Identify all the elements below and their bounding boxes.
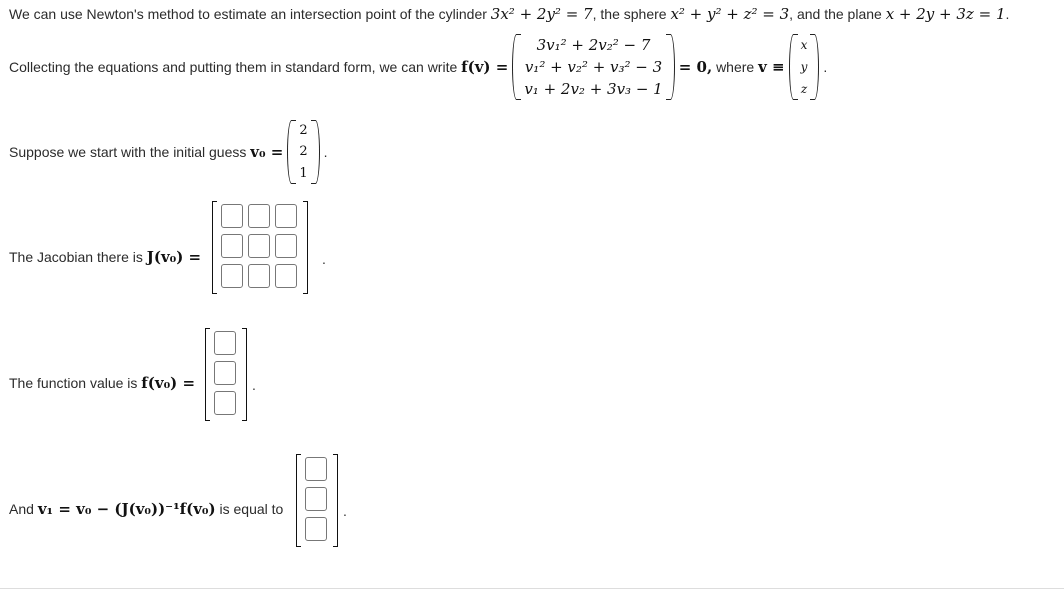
function-value-vector bbox=[205, 328, 247, 421]
v0-value-3: 1 bbox=[299, 165, 308, 181]
update-line bbox=[9, 500, 283, 518]
intro-text-a: We can use Newton's method to estimate an intersection point of the cylinder bbox=[9, 6, 487, 22]
initial-text: Suppose we start with the initial guess bbox=[9, 144, 247, 160]
update-cell-3[interactable] bbox=[305, 517, 327, 541]
v0-value-2: 2 bbox=[299, 144, 308, 160]
jacobian-cell-3-3[interactable] bbox=[275, 264, 297, 288]
f-of-v-label: f(v) = bbox=[461, 58, 509, 76]
jacobian-line bbox=[9, 248, 201, 266]
v-var-x: x bbox=[800, 38, 808, 52]
jacobian-cell-1-1[interactable] bbox=[221, 204, 243, 228]
v0-vector bbox=[287, 120, 319, 184]
jacobian-cell-1-3[interactable] bbox=[275, 204, 297, 228]
jacobian-expr: J(v₀) = bbox=[146, 248, 202, 266]
v0-period: . bbox=[323, 144, 328, 160]
equals-zero: = 0, bbox=[678, 58, 713, 76]
sphere-equation: x² + y² + z² = 3 bbox=[670, 5, 790, 23]
function-value-period: . bbox=[252, 377, 256, 393]
v-period: . bbox=[823, 59, 828, 75]
plane-equation: x + 2y + 3z = 1 bbox=[885, 5, 1006, 23]
update-period: . bbox=[343, 503, 347, 519]
collect-text: Collecting the equations and putting them in standard form, we can write bbox=[9, 59, 458, 75]
update-cell-2[interactable] bbox=[305, 487, 327, 511]
standard-form-line bbox=[9, 34, 827, 100]
update-cell-1[interactable] bbox=[305, 457, 327, 481]
function-value-cell-3[interactable] bbox=[214, 391, 236, 415]
intro-text-d: . bbox=[1005, 6, 1010, 22]
jacobian-cell-3-1[interactable] bbox=[221, 264, 243, 288]
cylinder-equation: 3x² + 2y² = 7 bbox=[490, 5, 593, 23]
jacobian-text: The Jacobian there is bbox=[9, 249, 143, 265]
function-value-cell-1[interactable] bbox=[214, 331, 236, 355]
update-text-b: is equal to bbox=[219, 501, 284, 517]
intro-line bbox=[9, 5, 1009, 23]
intro-text-b: , the sphere bbox=[592, 6, 667, 22]
v0-label: v₀ = bbox=[250, 143, 284, 161]
f-row-3: v₁ + 2v₂ + 3v₃ − 1 bbox=[524, 80, 663, 98]
bottom-divider bbox=[0, 588, 1064, 589]
f-vector bbox=[512, 34, 674, 100]
jacobian-cell-2-3[interactable] bbox=[275, 234, 297, 258]
v-equiv-label: v ≡ bbox=[758, 58, 785, 76]
update-text-a: And bbox=[9, 501, 34, 517]
function-value-expr: f(v₀) = bbox=[141, 374, 196, 392]
v0-value-1: 2 bbox=[299, 123, 308, 139]
jacobian-cell-1-2[interactable] bbox=[248, 204, 270, 228]
update-vector bbox=[296, 454, 338, 547]
f-row-1: 3v₁² + 2v₂² − 7 bbox=[536, 36, 651, 54]
function-value-cell-2[interactable] bbox=[214, 361, 236, 385]
jacobian-cell-2-1[interactable] bbox=[221, 234, 243, 258]
v-var-y: y bbox=[800, 60, 808, 74]
function-value-text: The function value is bbox=[9, 375, 138, 391]
function-value-line bbox=[9, 374, 195, 392]
v-var-z: z bbox=[800, 82, 808, 96]
v-vector bbox=[789, 34, 820, 100]
jacobian-cell-3-2[interactable] bbox=[248, 264, 270, 288]
update-expr: v₁ = v₀ − (J(v₀))⁻¹f(v₀) bbox=[37, 500, 216, 518]
initial-guess-line bbox=[9, 120, 328, 184]
jacobian-cell-2-2[interactable] bbox=[248, 234, 270, 258]
where-text: where bbox=[716, 59, 755, 75]
jacobian-period: . bbox=[322, 251, 326, 267]
f-row-2: v₁² + v₂² + v₃² − 3 bbox=[524, 58, 663, 76]
intro-text-c: , and the plane bbox=[789, 6, 882, 22]
jacobian-matrix bbox=[212, 201, 308, 294]
